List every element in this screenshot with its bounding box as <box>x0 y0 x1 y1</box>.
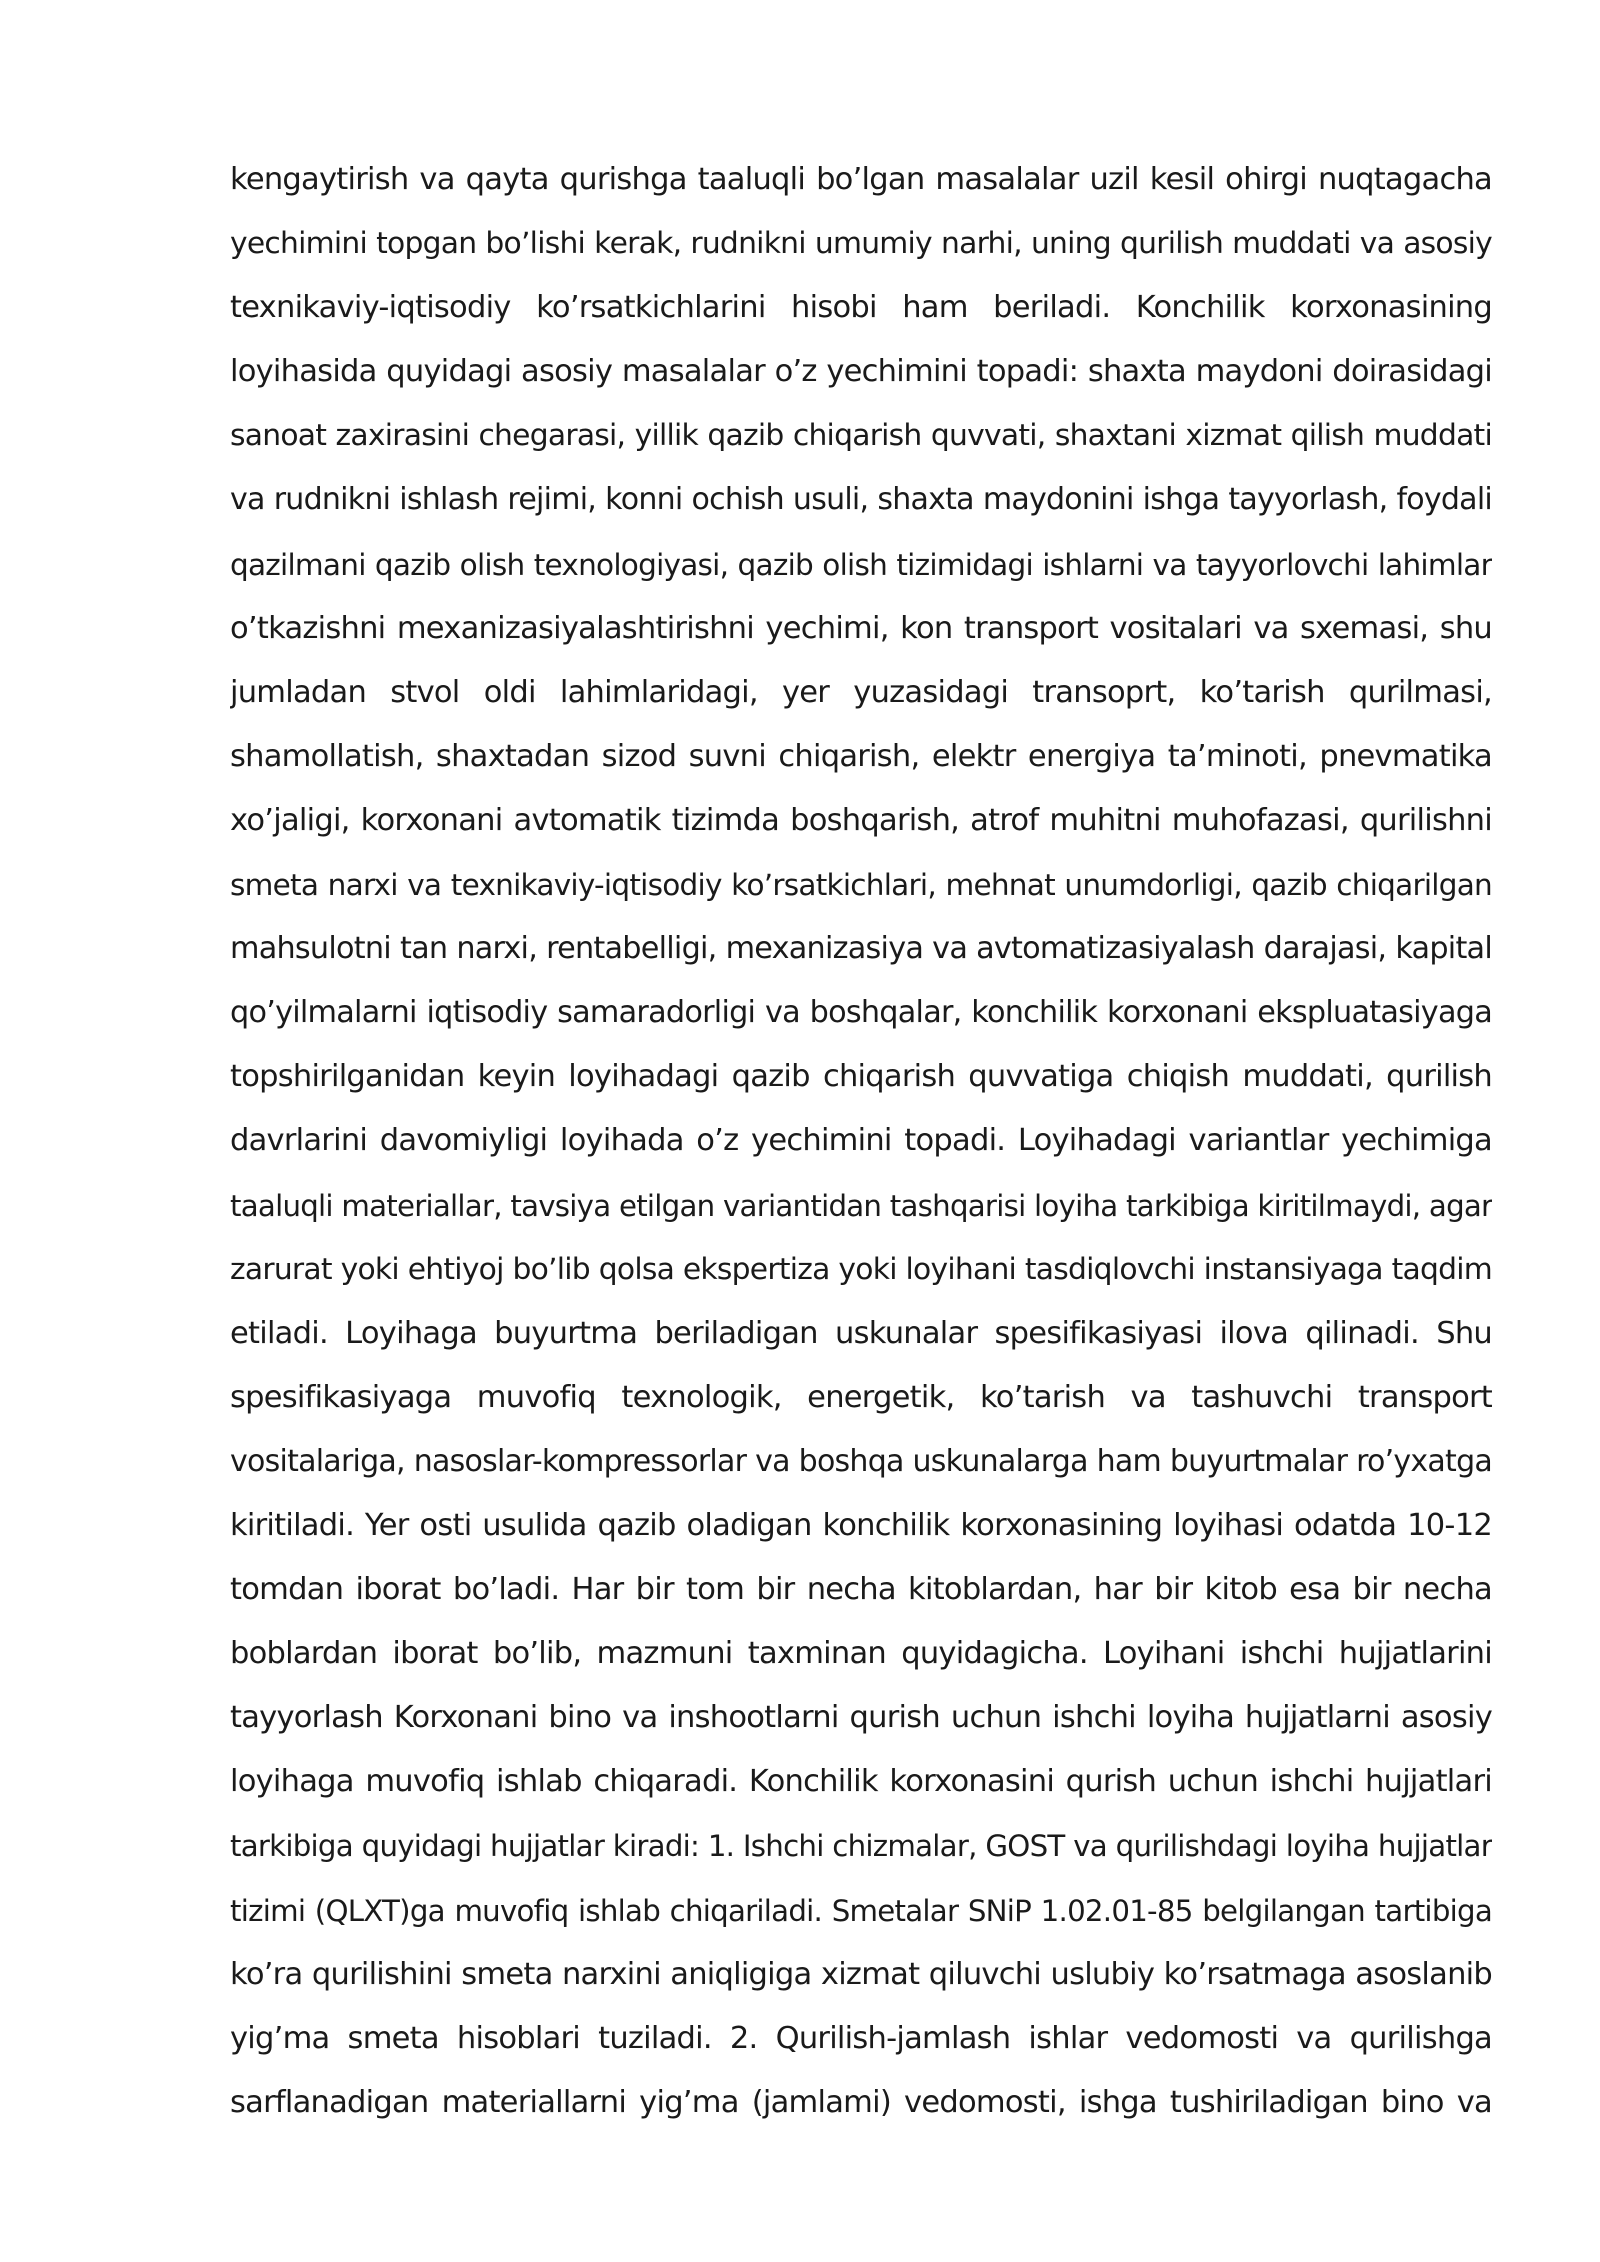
text-line: smeta narxi va texnikaviy-iqtisodiy ko’rsatkichlari, mehnat unumdorligi, qazib chiqarilgan <box>230 868 1492 903</box>
text-line: zarurat yoki ehtiyoj bo’lib qolsa ekspertiza yoki loyihani tasdiqlovchi instansiyaga taqdim <box>230 1251 1492 1287</box>
text-line: sarflanadigan materiallarni yig’ma (jamlami) vedomosti, ishga tushiriladigan bino va <box>230 2084 1492 2120</box>
text-line: etiladi. Loyihaga buyurtma beriladigan uskunalar spesifikasiyasi ilova qilinadi. Shu <box>230 1315 1492 1351</box>
text-line: tomdan iborat bo’ladi. Har bir tom bir necha kitoblardan, har bir kitob esa bir necha <box>230 1572 1492 1608</box>
text-line: shamollatish, shaxtadan sizod suvni chiqarish, elektr energiya ta’minoti, pnevmatika <box>230 738 1492 774</box>
text-line: kengaytirish va qayta qurishga taaluqli bo’lgan masalalar uzil kesil ohirgi nuqtagacha <box>230 162 1492 197</box>
text-line: o’tkazishni mexanizasiyalashtirishni yechimi, kon transport vositalari va sxemasi, shu <box>230 610 1492 646</box>
text-line: loyihasida quyidagi asosiy masalalar o’z yechimini topadi: shaxta maydoni doirasidagi <box>230 354 1492 390</box>
body-paragraph <box>230 148 1492 2135</box>
text-line: qo’yilmalarni iqtisodiy samaradorligi va boshqalar, konchilik korxonani ekspluatasiyaga <box>230 995 1492 1031</box>
text-line: tayyorlash Korxonani bino va inshootlarni qurish uchun ishchi loyiha hujjatlarni asosiy <box>230 1700 1492 1736</box>
text-line: texnikaviy-iqtisodiy ko’rsatkichlarini hisobi ham beriladi. Konchilik korxonasining <box>230 290 1492 326</box>
text-line: taaluqli materiallar, tavsiya etilgan variantidan tashqarisi loyiha tarkibiga kiritilmaydi, agar <box>230 1188 1492 1223</box>
text-line: va rudnikni ishlash rejimi, konni ochish usuli, shaxta maydonini ishga tayyorlash, foydali <box>230 482 1492 518</box>
text-line: yig’ma smeta hisoblari tuziladi. 2. Qurilish-jamlash ishlar vedomosti va qurilishga <box>230 2020 1492 2056</box>
text-line: sanoat zaxirasini chegarasi, yillik qazib chiqarish quvvati, shaxtani xizmat qilish muddati <box>230 418 1492 454</box>
text-line: boblardan iborat bo’lib, mazmuni taxminan quyidagicha. Loyihani ishchi hujjatlarini <box>230 1636 1492 1672</box>
text-line: tizimi (QLXT)ga muvofiq ishlab chiqariladi. Smetalar SNiP 1.02.01-85 belgilangan tartibiga <box>230 1893 1492 1928</box>
text-line: xo’jaligi, korxonani avtomatik tizimda boshqarish, atrof muhitni muhofazasi, qurilishni <box>230 802 1492 838</box>
text-line: tarkibiga quyidagi hujjatlar kiradi: 1. Ishchi chizmalar, GOST va qurilishdagi loyiha hujjatlar <box>230 1829 1492 1864</box>
text-line: qazilmani qazib olish texnologiyasi, qazib olish tizimidagi ishlarni va tayyorlovchi lahimlar <box>230 547 1492 582</box>
text-line: vositalariga, nasoslar-kompressorlar va boshqa uskunalarga ham buyurtmalar ro’yxatga <box>230 1443 1492 1479</box>
text-line: mahsulotni tan narxi, rentabelligi, mexanizasiya va avtomatizasiyalash darajasi, kapital <box>230 931 1492 967</box>
text-line: spesifikasiyaga muvofiq texnologik, energetik, ko’tarish va tashuvchi transport <box>230 1379 1492 1415</box>
text-line: ko’ra qurilishini smeta narxini aniqligiga xizmat qiluvchi uslubiy ko’rsatmaga asoslanib <box>230 1956 1492 1992</box>
text-line: davrlarini davomiyligi loyihada o’z yechimini topadi. Loyihadagi variantlar yechimiga <box>230 1123 1492 1159</box>
text-line: loyihaga muvofiq ishlab chiqaradi. Konchilik korxonasini qurish uchun ishchi hujjatlari <box>230 1764 1492 1800</box>
text-line: yechimini topgan bo’lishi kerak, rudnikni umumiy narhi, uning qurilish muddati va asosiy <box>230 226 1492 262</box>
text-line: jumladan stvol oldi lahimlaridagi, yer yuzasidagi transoprt, ko’tarish qurilmasi, <box>230 674 1492 710</box>
text-line: kiritiladi. Yer osti usulida qazib oladigan konchilik korxonasining loyihasi odatda 10-12 <box>230 1507 1492 1543</box>
text-line: topshirilganidan keyin loyihadagi qazib chiqarish quvvatiga chiqish muddati, qurilish <box>230 1059 1492 1095</box>
